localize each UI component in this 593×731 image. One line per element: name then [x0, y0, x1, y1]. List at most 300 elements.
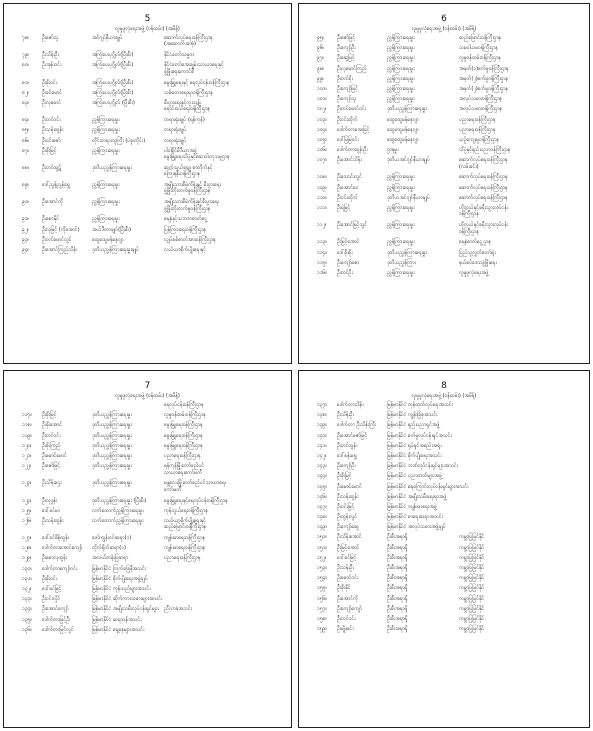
list-item: [22, 443, 283, 453]
entry-position: ဒုတိယညွှန်ကြား: [387, 259, 416, 266]
entry-department: [459, 96, 581, 106]
entry-name: ဦးလှမောင်: [42, 99, 62, 106]
entry-number: ၁၅၉။: [317, 626, 327, 633]
entry-position: မြန်မာနိုင်ငံ နည်းပညာရှင်အဖွဲ့: [387, 422, 440, 429]
entry-department: [164, 433, 283, 443]
list-item: [317, 565, 581, 575]
entry-department: [164, 100, 283, 117]
entry-name: ဦးတင်မောင်ဝင်း: [337, 106, 366, 113]
entry-number: ၈၁။: [22, 79, 30, 86]
page-number: 7: [144, 381, 151, 391]
entry-name: ဦးစောလှထွန်း: [42, 555, 68, 562]
entry-position: တိုက်ရိုက်ဆရာ(၁): [92, 545, 126, 552]
entry-department-line: ပညာရေးဝန်ကြီးဌာန: [459, 116, 496, 123]
entry-department-line: ကမ္ဘာပြမြင်နိုင်: [459, 626, 485, 633]
entry-number: ၉၈။: [317, 65, 325, 72]
list-item: [22, 165, 283, 182]
entry-department-line: အမှတ်(၂)စက်မှုဝန်ကြီးဌာန: [459, 75, 509, 82]
entry-department: [459, 453, 581, 463]
entry-number: ၁၀၄။: [317, 126, 327, 133]
entry-department: [459, 86, 581, 96]
list-item: [317, 545, 581, 555]
entry-department-line: ကမ္ဘာပြမြင်နိုင်: [459, 565, 485, 571]
entry-position: ဒုတိယညွှန်ကြားရေးမှူး: [387, 106, 427, 113]
entry-department-line: မန္တလေးမြို့တော်စည်ပင်သာယာရေး: [164, 480, 227, 487]
entry-name: ဦးတင်ဝင်း: [42, 432, 61, 439]
entry-position: ဒုတိယညွှန်ကြားရေးမှူး: [92, 452, 132, 459]
entry-department-line: အမျိုးသားစီမံကိန်းနှင့် စီးပွားရေး: [164, 182, 221, 189]
entry-department-line: ရေနံဓာတ်ငွေ့ဌာန: [459, 239, 491, 246]
entry-name: ဦးကျော်မြင့်: [337, 85, 358, 92]
entry-department: [459, 524, 581, 534]
entry-position: ညွှန်ကြားရေးမှူး: [387, 75, 415, 82]
entry-department: [459, 270, 581, 280]
entry-department-line: ဆောက်လုပ်ရေးဝန်ကြီးဌာန: [459, 194, 508, 201]
entry-department-line: မွေးမြူရေးဝန်ကြီးဌာန: [164, 442, 203, 449]
entry-department-line: မွေးမြူရေးဝန်ကြီးဌာန: [164, 422, 203, 429]
entry-department-line: မွေးမြူရေးနှင့် ရေလုပ်ငန်းဝန်ကြီးဌာန: [164, 79, 230, 86]
entry-position: ညွှန်ကြားရေးမှူး: [92, 216, 120, 223]
list-item: [22, 518, 283, 535]
entry-position: ထွေထွေမန်နေဂျာ: [92, 236, 124, 243]
list-item: [317, 205, 581, 222]
entry-name: ဦးတင်ဝင်း: [42, 117, 61, 124]
page-header: လူမှုဖူလုံရေးအဖွဲ့ (ဝန်ထမ်း) (အမိန့်): [411, 393, 477, 399]
entry-number: ၉၄။: [22, 247, 30, 253]
entry-list: [22, 402, 283, 637]
entry-department-line: လျှပ်စစ်ဓာတ်အားဝန်ကြီးဌာန: [164, 236, 216, 243]
entry-name: ဦးဇော်မြင့်: [42, 463, 61, 470]
entry-number: ၈၂။: [22, 89, 29, 96]
entry-name: ဦးတင်မောင်လွင်: [42, 236, 72, 243]
entry-department-line: လယ်ယာစိုက်ပျိုးရေးနှင့်: [164, 247, 206, 253]
entry-name: ဦးအောင်မြင့်သွင်: [337, 222, 368, 229]
entry-number: ၁၃၈။: [317, 412, 327, 419]
entry-number: ၁၃၂။: [22, 586, 32, 592]
entry-department-line: ပညာရေးဝန်ကြီးဌာန: [164, 452, 201, 459]
list-item: [317, 66, 581, 76]
list-item: [22, 35, 283, 52]
entry-position: ဒုတိယညွှန်ကြားရေးမှူးချုပ်: [92, 247, 139, 253]
list-item: [317, 127, 581, 137]
entry-number: ၁၁၁။: [317, 205, 327, 211]
entry-position: ညွှန်ကြားရေးမှူး: [92, 199, 120, 206]
entry-department: [459, 534, 581, 544]
entry-number: ၁၃၉။: [317, 422, 327, 429]
entry-department: [459, 117, 581, 127]
entry-department: [459, 606, 581, 616]
list-item: [22, 247, 283, 257]
entry-department: [164, 117, 283, 127]
list-item: [22, 555, 283, 565]
entry-department: [459, 402, 581, 412]
entry-number: ၁၀၉။: [317, 184, 327, 191]
entry-number: ၁၁၈။: [22, 422, 32, 429]
entry-number: ၈၇။: [22, 147, 30, 154]
entry-department: [164, 508, 283, 518]
entry-name: ဦးဝင်းမြင့်: [337, 503, 355, 510]
list-item: [22, 402, 283, 412]
entry-number: ၁၃၆။: [22, 626, 32, 633]
entry-position: ထွေထွေမန်နေဂျာ: [387, 136, 419, 143]
entry-department-line: ကမ္ဘာပြမြင်နိုင်: [459, 585, 485, 592]
entry-position: ဒုတိယညွှန်ကြားရေးမှူး: [92, 164, 132, 171]
entry-number: ၈၃။: [22, 99, 30, 106]
entry-number: ၁၄၀။: [317, 432, 327, 439]
list-item: [317, 174, 581, 184]
entry-number: ၁၁၇။: [22, 412, 32, 419]
entry-department: [459, 565, 581, 575]
entry-number: ၁၄၈။: [317, 514, 327, 521]
list-item: [317, 260, 581, 270]
entry-position: ဒုတိယညွှန်ကြားရေးမှူး: [92, 480, 132, 487]
entry-number: ၈၅။: [22, 127, 30, 134]
entry-department: [164, 606, 283, 616]
entry-department-line: မွေးမြူရေးနှင့်ရေလုပ်ငန်းဝန်ကြီးဌာန: [164, 497, 228, 504]
entry-department-line: ဟိုတယ်နှင့်ခရီးသွားလုပ်ငန်း: [459, 222, 509, 229]
entry-name: ဒေါ်မြမြဝင်း: [337, 136, 359, 143]
entry-position: မြန်မာနိုင်ငံ ပညာတတ်များအဖွဲ့: [387, 473, 442, 480]
entry-name: ဦးကျော်ဆွေ: [337, 524, 359, 531]
entry-name: ဦးလှဒွန်း: [42, 497, 58, 504]
list-item: [22, 182, 283, 199]
entry-name: ဦးစိုးကြည်: [42, 442, 61, 449]
entry-name: ဦးတင်ထွန်း: [337, 442, 358, 449]
entry-name: ဦးကျော်ကျော်: [337, 605, 362, 612]
entry-name: ဦးတင်ထွဋ်: [42, 164, 62, 171]
entry-position: [92, 402, 164, 412]
entry-number: ၁၁၆။: [317, 269, 327, 276]
entry-name: ဦးအောင်ကို: [337, 595, 358, 602]
entry-position: ညွှန်ကြားရေးမှူး: [387, 239, 415, 246]
entry-number: ၁၁၄။: [317, 249, 327, 256]
page-number: 5: [144, 14, 151, 24]
entry-position: မြန်မာနိုင်ငံ စိုက်ပျိုးရေးအဖွဲ့ချုပ်: [92, 575, 148, 582]
entry-position: ဦးစီးအရာရှိ: [387, 544, 408, 551]
entry-number: ၉၃။: [22, 236, 30, 243]
list-item: [317, 45, 581, 55]
entry-position: အင်ဂျင်နီယာချုပ်: [92, 35, 123, 41]
entry-department: [164, 90, 283, 100]
entry-position: ဦးစီးအရာရှိ: [387, 595, 408, 602]
entry-name: ဦးအောင်ကြည်သိန်း: [42, 247, 78, 253]
entry-name: ဦးတင်ဝင်း: [337, 615, 356, 622]
entry-department-line: သမဝါယမဝန်ကြီးဌာန: [459, 45, 498, 52]
entry-department-line: ဆောက်လုပ်ရေးဝန်ကြီးဌာန: [459, 184, 508, 191]
entry-number: ၁၃၅။: [22, 616, 32, 623]
entry-position: မြန်မာနိုင်ငံ အမျိုးသမီးလုပ်ငန်းရှင်များ: [92, 606, 159, 613]
entry-number: ၁၀၁။: [317, 96, 327, 103]
entry-number: ၁၅၅။: [317, 585, 327, 592]
entry-position: မြန်မာနိုင်ငံ အမျိုးသမီးရေးရာအဖွဲ့: [387, 493, 447, 500]
entry-name: ဦးစောနိုင်: [42, 216, 59, 223]
entry-position: လက်ထောက်ညွှန်ကြားရေးမှူး: [92, 507, 144, 514]
entry-position: ညွှန်ကြားရေးမှူး: [387, 269, 415, 276]
entry-position: ထွေထွေမန်နေဂျာ: [387, 116, 419, 123]
entry-department-line: အမှတ်(၁)စက်မှုဝန်ကြီးဌာန: [459, 65, 509, 72]
entry-number: ၉၆။: [317, 45, 325, 52]
entry-position: လက်ထောက်ညွှန်ကြားရေးမှူး: [92, 517, 144, 524]
entry-department-line: တရားရုံးချုပ်: [164, 137, 187, 144]
entry-number: ၁၃၃။: [22, 596, 32, 603]
entry-position: ညွှန်ကြားရေးမှူး: [387, 222, 415, 229]
entry-department: [459, 127, 581, 137]
entry-name: ဦးမောင်မောင်: [42, 452, 67, 459]
entry-department-line: ပြန်ကြားရေးဝန်ကြီးဌာန: [164, 226, 207, 233]
entry-name: ဦးမြင့်အောင်: [337, 239, 360, 246]
entry-name: ဒေါက်တာထွန်းဦး: [337, 147, 368, 154]
entry-department: [164, 596, 283, 606]
entry-name: ဦးအောင်ကို: [42, 199, 63, 206]
list-item: [22, 576, 283, 586]
entry-department-line: ပါဝါစိုင်မီဒီယာအဖွဲ့: [164, 147, 197, 154]
entry-department: [459, 433, 581, 443]
entry-name: ဦးမြင့်အောင်: [337, 544, 360, 551]
entry-department: [459, 473, 581, 483]
entry-department: [164, 216, 283, 226]
entry-number: ၁၄၃။: [317, 463, 327, 470]
list-item: [317, 606, 581, 616]
entry-list: [317, 35, 581, 280]
entry-name: ဦးစိုးမြင့်: [42, 147, 57, 154]
entry-number: ၁၄၇။: [317, 503, 327, 510]
entry-department: [164, 422, 283, 432]
page-header: လူမှုဖူလုံရေးအဖွဲ့ (ဝန်ထမ်း) (အမိန့်): [411, 26, 477, 32]
list-item: [317, 504, 581, 514]
entry-number: ၁၀၀။: [317, 85, 327, 92]
list-item: [317, 626, 581, 636]
entry-department-line: နယ်စပ်ဒေသဖွံ့ဖြိုးရေး: [459, 259, 497, 266]
entry-department: [459, 484, 581, 494]
entry-department-line: ကမ္ဘာပြမြင်နိုင်: [459, 615, 485, 622]
entry-name: ဦးသန်းထွန်း: [337, 493, 359, 500]
entry-department: [164, 480, 283, 497]
list-item: [22, 127, 283, 137]
entry-name: ဦးခင်မောင်: [42, 89, 63, 96]
list-item: [22, 508, 283, 518]
entry-number: ၁၃၀။: [22, 565, 32, 572]
document-page-6: [298, 3, 590, 364]
entry-department: [164, 566, 283, 576]
entry-name: ဦးစိုးဝင်း: [42, 575, 57, 582]
entry-name: ဦးအောင်ဇော်မြင့်: [337, 432, 368, 439]
entry-number: ၉၀။: [22, 199, 30, 206]
list-item: [22, 148, 283, 165]
entry-name: ဒေါ်ခင်မြင့်: [42, 586, 62, 592]
list-item: [317, 270, 581, 280]
entry-position: မြန်မာနိုင်ငံ စာရေးဆရာအသင်း: [387, 514, 443, 521]
document-page-5: [3, 3, 292, 364]
entry-position: မြန်မာနိုင်ငံ ရေကြောင်းလုပ်ငန်းရှင်များအသင်း: [387, 483, 469, 490]
entry-department: [164, 576, 283, 586]
entry-department: [459, 494, 581, 504]
entry-number: ၁၂၉။: [22, 555, 32, 562]
entry-department: [164, 247, 283, 257]
entry-position: မြန်မာနိုင်ငံ ဆိုက်ကားသမားများအသင်း: [92, 596, 163, 603]
entry-position: ဒုတိယညွှန်ကြားရေးမှူး: [387, 249, 427, 256]
entry-number: ၁၁၉။: [22, 432, 32, 439]
list-item: [317, 239, 581, 249]
list-item: [22, 237, 283, 247]
entry-department-line: အမှတ်(၂)စက်မှုဝန်ကြီးဌာန: [459, 85, 509, 92]
entry-department: [459, 616, 581, 626]
entry-number: ၁၂၈။: [22, 545, 32, 552]
entry-number: ၁၀၂။: [317, 106, 327, 113]
entry-number: ၁၃၄။: [22, 606, 32, 613]
list-item: [22, 199, 283, 216]
entry-number: ၁၂၃။: [22, 480, 32, 487]
list-item: [22, 412, 283, 422]
entry-department: [164, 138, 283, 148]
entry-position: ဦးစီးအရာရှိ: [387, 565, 408, 571]
entry-name: ဒေါ်ခင်မာ: [42, 507, 60, 514]
list-item: [22, 606, 283, 616]
entry-position: မြန်မာနိုင်ငံ ရှေ့နေများအသင်း: [92, 626, 145, 633]
list-item: [317, 585, 581, 595]
entry-name: ဦးစိုးနိုင်: [337, 585, 351, 592]
entry-department-line: နိုင်ငံတော်သမ္မတ: [164, 52, 195, 59]
entry-department: [164, 535, 283, 545]
entry-number: ၁၄၆။: [317, 493, 327, 500]
list-item: [317, 86, 581, 96]
entry-number: ၈၀။: [22, 62, 30, 69]
entry-name: ဦးသန်းထွန်း: [42, 517, 64, 524]
entry-position: ဒုတိယညွှန်ကြားရေးမှူး: [92, 432, 132, 439]
entry-department: [459, 137, 581, 147]
entry-name: ဦးအောင်ဝေ: [337, 184, 359, 191]
entry-department-line: ကမ္ဘာပြမြင်နိုင်: [459, 605, 485, 612]
entry-department-line: တရားရုံးချုပ်: [164, 127, 187, 134]
entry-department: [164, 518, 283, 535]
list-item: [317, 422, 581, 432]
list-item: [22, 138, 283, 148]
document-page-7: [3, 370, 292, 728]
entry-position: မြန်မာနိုင်ငံ ရုပ်ရှင်အစည်းအရုံး: [387, 442, 442, 449]
list-item: [317, 106, 581, 116]
entry-name: ဒေါ်ခင်စိန်ထွန်း: [42, 535, 70, 542]
list-item: [317, 575, 581, 585]
entry-department: [164, 555, 283, 565]
entry-department: [164, 227, 283, 237]
entry-position: ညွှန်ကြားရေးမှူး: [92, 127, 120, 134]
entry-department: [164, 165, 283, 182]
entry-position: ဒုတိယညွှန်ကြားရေးမှူး: [92, 463, 132, 470]
page-number: 8: [441, 381, 447, 391]
list-item: [317, 195, 581, 205]
list-item: [22, 617, 283, 627]
entry-position: ညွှန်ကြားရေးမှူး: [387, 184, 415, 191]
entry-number: ၉၉။: [317, 75, 325, 82]
entry-number: ၁၀၃။: [317, 116, 327, 123]
entry-department-line: ဟိုတယ်နှင့်ခရီးသွားလုပ်ငန်း: [459, 205, 509, 211]
entry-department-line: ယဉ်ကျေးမှုဝန်ကြီးဌာန: [459, 136, 499, 143]
entry-name: ဦးကျော်ဦး: [337, 45, 356, 52]
entry-number: ၁၃၇။: [317, 402, 327, 408]
entry-number: ၁၀၆။: [317, 147, 327, 154]
entry-department-line: လူမှုဝန်ထမ်းဝန်ကြီးဌာန: [164, 412, 206, 419]
entry-department-line: ကြေးနန်းဝန်ကြီးဌာန: [164, 171, 201, 178]
entry-number: ၁၂၄။: [22, 497, 32, 504]
entry-name: ဒေါ်စန်းရွှေ: [337, 452, 357, 459]
list-item: [22, 463, 283, 480]
entry-department: [459, 147, 581, 157]
entry-name: ဦးဇော်မြင့်: [337, 35, 356, 41]
entry-department-line: အလုပ်သမားဝန်ကြီးဌာန: [459, 96, 502, 103]
entry-position: ဒုတိယညွှန်ကြားရေးမှူး: [92, 422, 132, 429]
entry-name: ဦးစိုးဝင်း: [42, 79, 57, 86]
list-item: [317, 137, 581, 147]
entry-number: ၈၄။: [22, 117, 30, 124]
entry-name: ဦးအောင်သိန်း: [337, 157, 362, 164]
entry-number: ၁၅၁။: [317, 544, 327, 551]
entry-department: [164, 453, 283, 463]
entry-name: ဦးအုန်းဝင်း: [42, 62, 62, 69]
entry-position: မြန်မာနိုင်ငံ ကုန်ထုတ်လုပ်ရေးအသင်း: [387, 402, 453, 408]
list-item: [22, 498, 283, 508]
entry-department: [459, 514, 581, 524]
list-item: [317, 222, 581, 239]
entry-department: [459, 250, 581, 260]
entry-position: မြန်မာနိုင်ငံ စက်မှုလုပ်ငန်းရှင်အသင်း: [387, 432, 452, 439]
entry-name: ဦးသိန်းဌေး: [42, 480, 62, 487]
list-item: [22, 433, 283, 443]
entry-department-line: ကမ္ဘာပြမြင်နိုင်: [459, 595, 485, 602]
entry-department: [459, 585, 581, 595]
entry-department: [459, 422, 581, 432]
list-item: [317, 147, 581, 157]
entry-name: ဒေါက်တာကျော်ဝင်း: [42, 565, 78, 572]
entry-name: ဦးလှမြင့် (ကိုအောင်): [42, 226, 80, 233]
entry-department-line: ရောင်းဝယ်ရေးဝန်ကြီးဌာန: [164, 106, 211, 113]
list-item: [317, 555, 581, 565]
entry-number: ၇၈။: [22, 35, 30, 41]
entry-department: [459, 575, 581, 585]
entry-department-line: အမျိုးသားစီမံကိန်းနှင့်စီးပွားရေး: [164, 199, 220, 206]
entry-number: ၁၁၅။: [317, 259, 327, 266]
entry-list: [317, 402, 581, 636]
entry-department-line: ဆောက်လုပ်ရေးဝန်ကြီးဌာန: [459, 174, 508, 181]
entry-department: [459, 106, 581, 116]
entry-department: [459, 35, 581, 45]
entry-position: အယ်ဒီတာချုပ်(ပြီးစီး): [92, 226, 132, 233]
entry-name: ဦးဝင်းထိုက်: [337, 116, 358, 123]
page-number: 6: [441, 14, 447, 24]
entry-department-line: (လမ်းခင်း): [459, 163, 479, 170]
entry-name: ဦးအောင်ကျော်: [42, 606, 69, 613]
entry-position: မြန်မာနိုင်ငံ ဘဏ်လုပ်ငန်းရှင်များအသင်း: [387, 463, 459, 470]
list-item: [22, 100, 283, 117]
entry-position: တိုင်းတရားသူကြီး (ပဲခူးတိုင်း): [92, 137, 146, 144]
list-item: [317, 453, 581, 463]
entry-department: [164, 586, 283, 596]
list-item: [317, 35, 581, 45]
list-item: [317, 250, 581, 260]
list-item: [22, 627, 283, 637]
entry-department: [164, 498, 283, 508]
list-item: [317, 463, 581, 473]
entry-department-line: (အဆောက်အအုံ): [164, 41, 196, 48]
entry-name: ဦးဝင်းလှိုင်: [42, 596, 61, 603]
entry-number: ၁၀၈။: [317, 174, 327, 181]
entry-department-line: ဆောက်လုပ်ရေးဝန်ကြီးဌာန: [164, 35, 213, 41]
entry-position: ညွှန်ကြားရေးမှူး: [92, 117, 120, 124]
entry-name: ဦးလှမောင်ကြည်: [337, 65, 367, 72]
entry-position: ညွှန်ကြားရေးမှူး: [387, 174, 415, 181]
entry-department-line: ကမ္ဘာပြမြင်နိုင်: [459, 544, 485, 551]
entry-department: [164, 463, 283, 480]
entry-number: ၁၅၂။: [317, 554, 327, 561]
entry-name: ဦးဆွေမြင့်: [337, 55, 355, 62]
